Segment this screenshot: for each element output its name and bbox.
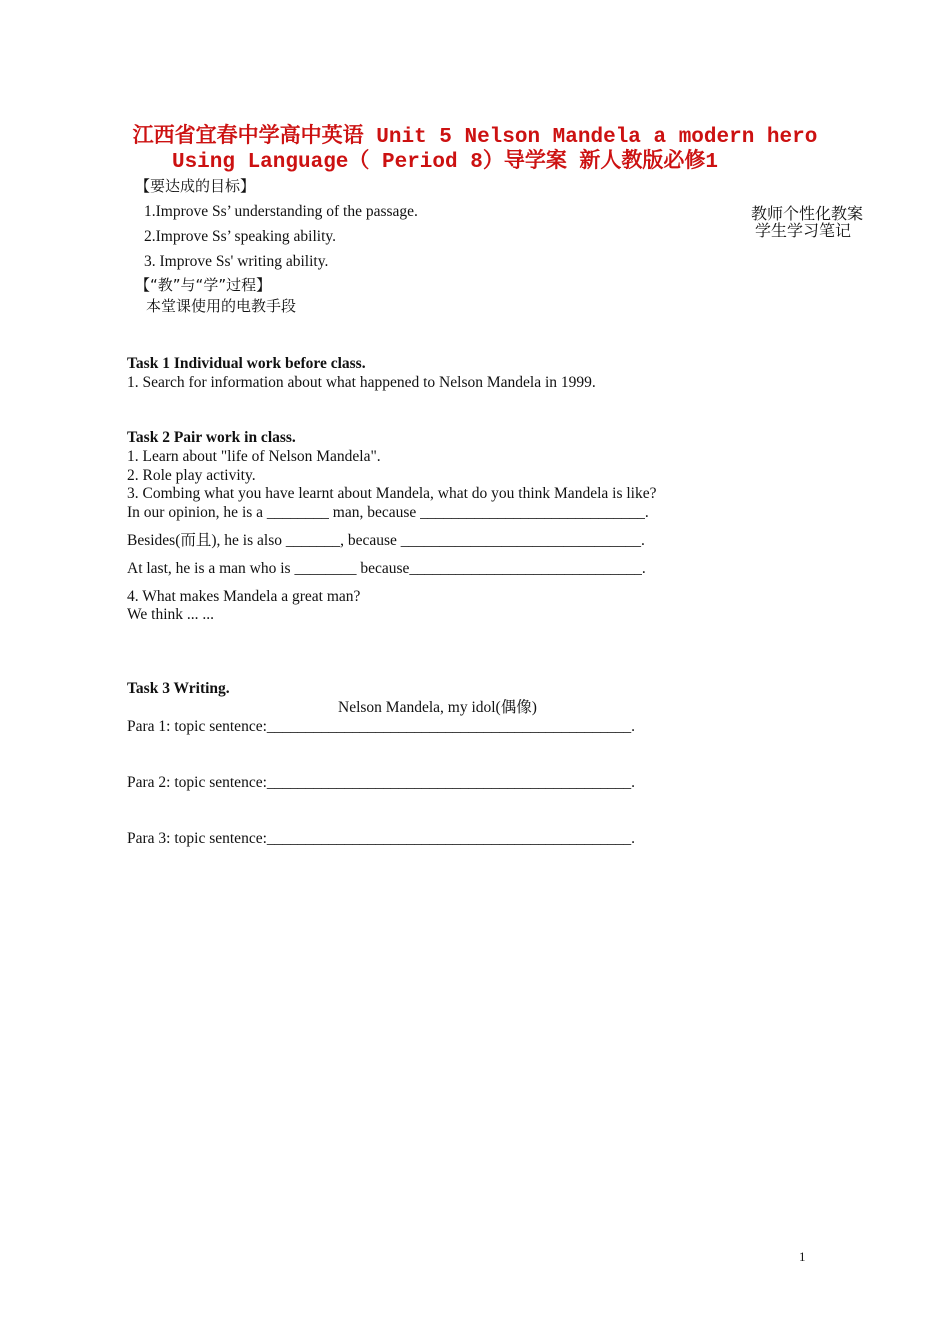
task3-para-line: Para 1: topic sentence:_______________________________________________. — [127, 718, 636, 735]
goal-item: 1.Improve Ss’ understanding of the passage. — [144, 203, 418, 220]
task2-item: 3. Combing what you have learnt about Mandela, what do you think Mandela is like? — [127, 485, 657, 502]
task2-item: 4. What makes Mandela a great man? — [127, 588, 361, 605]
goal-item: 2.Improve Ss’ speaking ability. — [144, 228, 336, 245]
goal-item: 3. Improve Ss' writing ability. — [144, 253, 329, 270]
task2-fill-line: In our opinion, he is a ________ man, because _____________________________. — [127, 504, 649, 521]
process-heading: 【“教”与“学”过程】 — [135, 276, 272, 294]
task2-item: We think ... ... — [127, 606, 215, 623]
task2-heading: Task 2 Pair work in class. — [127, 429, 296, 446]
task3-para-line: Para 3: topic sentence:_______________________________________________. — [127, 830, 636, 847]
task2-fill-line: At last, he is a man who is ________ because______________________________. — [127, 560, 646, 577]
task1-heading: Task 1 Individual work before class. — [127, 355, 366, 372]
document-title-line2: Using Language（ Period 8）导学案 新人教版必修1 — [171, 151, 719, 174]
page-number: 1 — [799, 1249, 806, 1264]
student-notes-label: 学生学习笔记 — [755, 221, 852, 240]
goals-heading: 【要达成的目标】 — [135, 177, 256, 195]
task3-para-line: Para 2: topic sentence:_______________________________________________. — [127, 774, 636, 791]
document-title-line1: 江西省宜春中学高中英语 Unit 5 Nelson Mandela a modern hero — [132, 126, 818, 149]
task3-essay-title: Nelson Mandela, my idol(偶像) — [338, 699, 537, 716]
teacher-notes-label: 教师个性化教案 — [751, 204, 864, 223]
task2-fill-line: Besides(而且), he is also _______, because _______________________________. — [127, 532, 645, 549]
media-label: 本堂课使用的电教手段 — [146, 297, 297, 315]
task3-heading: Task 3 Writing. — [127, 680, 230, 697]
task1-item: 1. Search for information about what happened to Nelson Mandela in 1999. — [127, 374, 596, 391]
task2-item: 1. Learn about "life of Nelson Mandela". — [127, 448, 381, 465]
task2-item: 2. Role play activity. — [127, 467, 256, 484]
